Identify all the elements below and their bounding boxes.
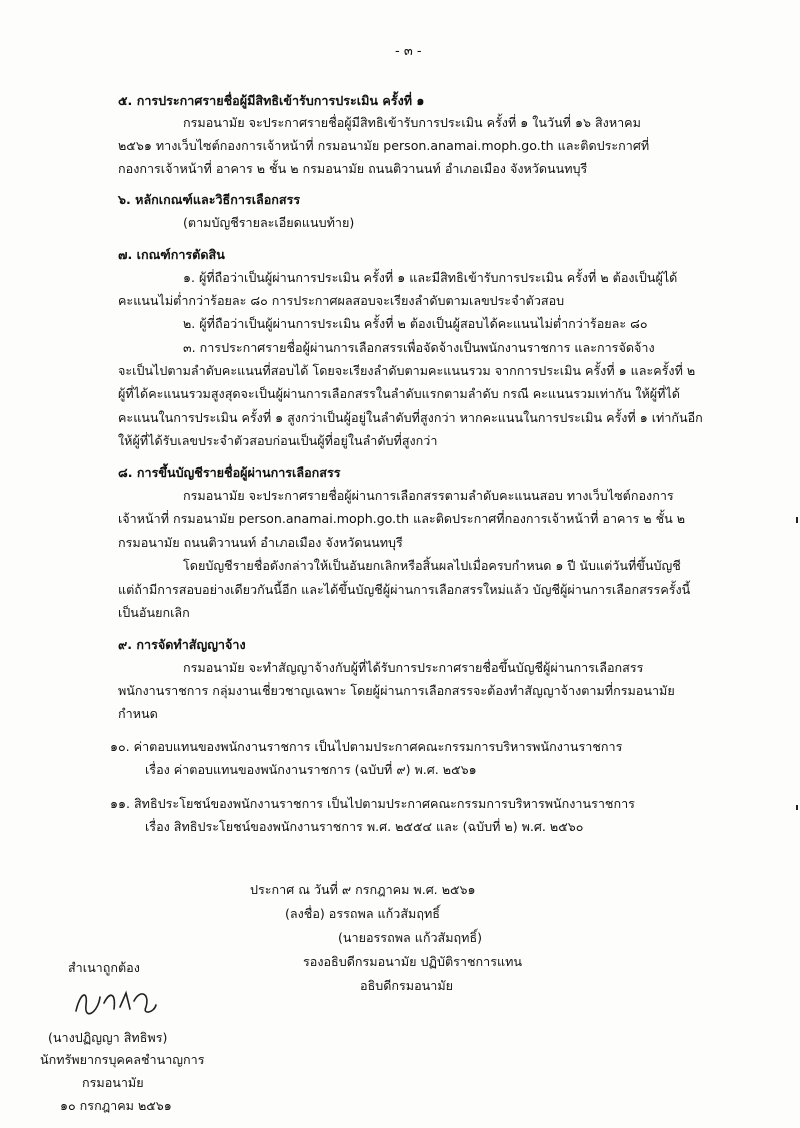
section-7-line-2: คะแนนไม่ต่ำกว่าร้อยละ ๘๐ การประกาศผลสอบจะเรียงลำดับตามเลขประจำตัวสอบ bbox=[118, 293, 565, 308]
section-7-line-8: ให้ผู้ที่ได้รับเลขประจำตัวสอบก่อนเป็นผู้ที่อยู่ในลำดับที่สูงกว่า bbox=[118, 433, 438, 448]
section-7-line-6: ผู้ที่ได้คะแนนรวมสูงสุดจะเป็นผู้ผ่านการเลือกสรรในลำดับแรกตามลำดับ กรณี คะแนนรวมเท่ากัน ให้ผู้ที่ได้ bbox=[118, 386, 680, 401]
certified-position-2: กรมอนามัย bbox=[82, 1075, 144, 1090]
section-8-line-1: กรมอนามัย จะประกาศรายชื่อผู้ผ่านการเลือกสรรตามลำดับคะแนนสอบ ทางเว็บไซต์กองการ bbox=[183, 488, 674, 503]
section-9-heading: ๙. การจัดทำสัญญาจ้าง bbox=[118, 637, 246, 652]
section-7-line-5: จะเป็นไปตามลำดับคะแนนที่สอบได้ โดยจะเรียงลำดับตามคะแนนรวม จากการประเมิน ครั้งที่ ๑ และครั้งที่ ๒ bbox=[118, 363, 696, 378]
section-7-heading: ๗. เกณฑ์การตัดสิน bbox=[118, 247, 225, 262]
section-6-heading: ๖. หลักเกณฑ์และวิธีการเลือกสรร bbox=[118, 192, 301, 207]
signer-name: (นายอรรถพล แก้วสัมฤทธิ์) bbox=[338, 930, 483, 945]
certified-name: (นางปฏิญญา สิทธิพร) bbox=[48, 1030, 168, 1045]
section-10-line-1: ๑๐. ค่าตอบแทนของพนักงานราชการ เป็นไปตามประกาศคณะกรรมการบริหารพนักงานราชการ bbox=[110, 739, 623, 754]
certified-date: ๑๐ กรกฎาคม ๒๕๖๑ bbox=[60, 1098, 172, 1113]
section-8-heading: ๘. การขึ้นบัญชีรายชื่อผู้ผ่านการเลือกสรร bbox=[118, 465, 341, 480]
section-8-line-5: แต่ถ้ามีการสอบอย่างเดียวกันนี้อีก และได้ขึ้นบัญชีผู้ผ่านการเลือกสรรใหม่แล้ว บัญชีผู้ผ่านการเลือกสรรครั้งนี้ bbox=[118, 582, 691, 597]
section-8-line-6: เป็นอันยกเลิก bbox=[118, 605, 190, 620]
section-9-line-1: กรมอนามัย จะทำสัญญาจ้างกับผู้ที่ได้รับการประกาศรายชื่อขึ้นบัญชีผู้ผ่านการเลือกสรร bbox=[183, 660, 644, 675]
section-7-line-1: ๑. ผู้ที่ถือว่าเป็นผู้ผ่านการประเมิน ครั้งที่ ๑ และมีสิทธิเข้ารับการประเมิน ครั้งที่ ๒ ต้องเป็นผู้ได้ bbox=[183, 270, 678, 285]
section-9-line-2: พนักงานราชการ กลุ่มงานเชี่ยวชาญเฉพาะ โดยผู้ผ่านการเลือกสรรจะต้องทำสัญญาจ้างตามที่กรมอนามัย bbox=[118, 683, 675, 698]
scan-mark bbox=[796, 805, 798, 810]
announcement-date: ประกาศ ณ วันที่ ๙ กรกฎาคม พ.ศ. ๒๕๖๑ bbox=[250, 882, 476, 897]
section-5-line-2: ๒๕๖๑ ทางเว็บไซต์กองการเจ้าหน้าที่ กรมอนามัย person.anamai.moph.go.th และติดประกาศที่ bbox=[118, 138, 650, 153]
page-number: - ๓ - bbox=[395, 44, 422, 59]
signer-position-1: รองอธิบดีกรมอนามัย ปฏิบัติราชการแทน bbox=[303, 954, 523, 969]
section-7-line-7: คะแนนในการประเมิน ครั้งที่ ๑ สูงกว่าเป็นผู้อยู่ในลำดับที่สูงกว่า หากคะแนนในการประเมิน ครั้งที่ ๑ เท่ากันอีก bbox=[118, 410, 703, 425]
section-8-line-3: กรมอนามัย ถนนติวานนท์ อำเภอเมือง จังหวัดนนทบุรี bbox=[118, 535, 403, 550]
section-6-line-1: (ตามบัญชีรายละเอียดแนบท้าย) bbox=[183, 215, 355, 230]
section-11-line-2: เรื่อง สิทธิประโยชน์ของพนักงานราชการ พ.ศ. ๒๕๕๔ และ (ฉบับที่ ๒) พ.ศ. ๒๕๖๐ bbox=[145, 819, 584, 834]
section-5-line-1: กรมอนามัย จะประกาศรายชื่อผู้มีสิทธิเข้ารับการประเมิน ครั้งที่ ๑ ในวันที่ ๑๖ สิงหาคม bbox=[183, 115, 641, 130]
section-5-heading: ๕. การประกาศรายชื่อผู้มีสิทธิเข้ารับการประเมิน ครั้งที่ ๑ bbox=[118, 93, 425, 108]
section-8-line-2: เจ้าหน้าที่ กรมอนามัย person.anamai.moph.go.th และติดประกาศที่กองการเจ้าหน้าที่ อาคาร ๒ ชั้น ๒ bbox=[118, 511, 686, 526]
section-7-line-3: ๒. ผู้ที่ถือว่าเป็นผู้ผ่านการประเมิน ครั้งที่ ๒ ต้องเป็นผู้สอบได้คะแนนไม่ต่ำกว่าร้อยละ ๘๐ bbox=[183, 316, 648, 331]
handwritten-signature bbox=[70, 983, 160, 1019]
section-9-line-3: กำหนด bbox=[118, 706, 158, 721]
certified-copy-label: สำเนาถูกต้อง bbox=[68, 960, 140, 975]
section-7-line-4: ๓. การประกาศรายชื่อผู้ผ่านการเลือกสรรเพื่อจัดจ้างเป็นพนักงานราชการ และการจัดจ้าง bbox=[183, 340, 655, 355]
announcement-signed: (ลงชื่อ) อรรถพล แก้วสัมฤทธิ์ bbox=[285, 906, 440, 921]
section-5-line-3: กองการเจ้าหน้าที่ อาคาร ๒ ชั้น ๒ กรมอนามัย ถนนติวานนท์ อำเภอเมือง จังหวัดนนทบุรี bbox=[118, 161, 588, 176]
certified-position-1: นักทรัพยากรบุคคลชำนาญการ bbox=[40, 1052, 205, 1067]
scan-mark bbox=[796, 517, 798, 523]
section-11-line-1: ๑๑. สิทธิประโยชน์ของพนักงานราชการ เป็นไปตามประกาศคณะกรรมการบริหารพนักงานราชการ bbox=[110, 796, 635, 811]
section-8-line-4: โดยบัญชีรายชื่อดังกล่าวให้เป็นอันยกเลิกหรือสิ้นผลไปเมื่อครบกำหนด ๑ ปี นับแต่วันที่ขึ้นบัญชี bbox=[183, 558, 681, 573]
section-10-line-2: เรื่อง ค่าตอบแทนของพนักงานราชการ (ฉบับที่ ๙) พ.ศ. ๒๕๖๑ bbox=[145, 762, 477, 777]
signer-position-2: อธิบดีกรมอนามัย bbox=[360, 978, 454, 993]
